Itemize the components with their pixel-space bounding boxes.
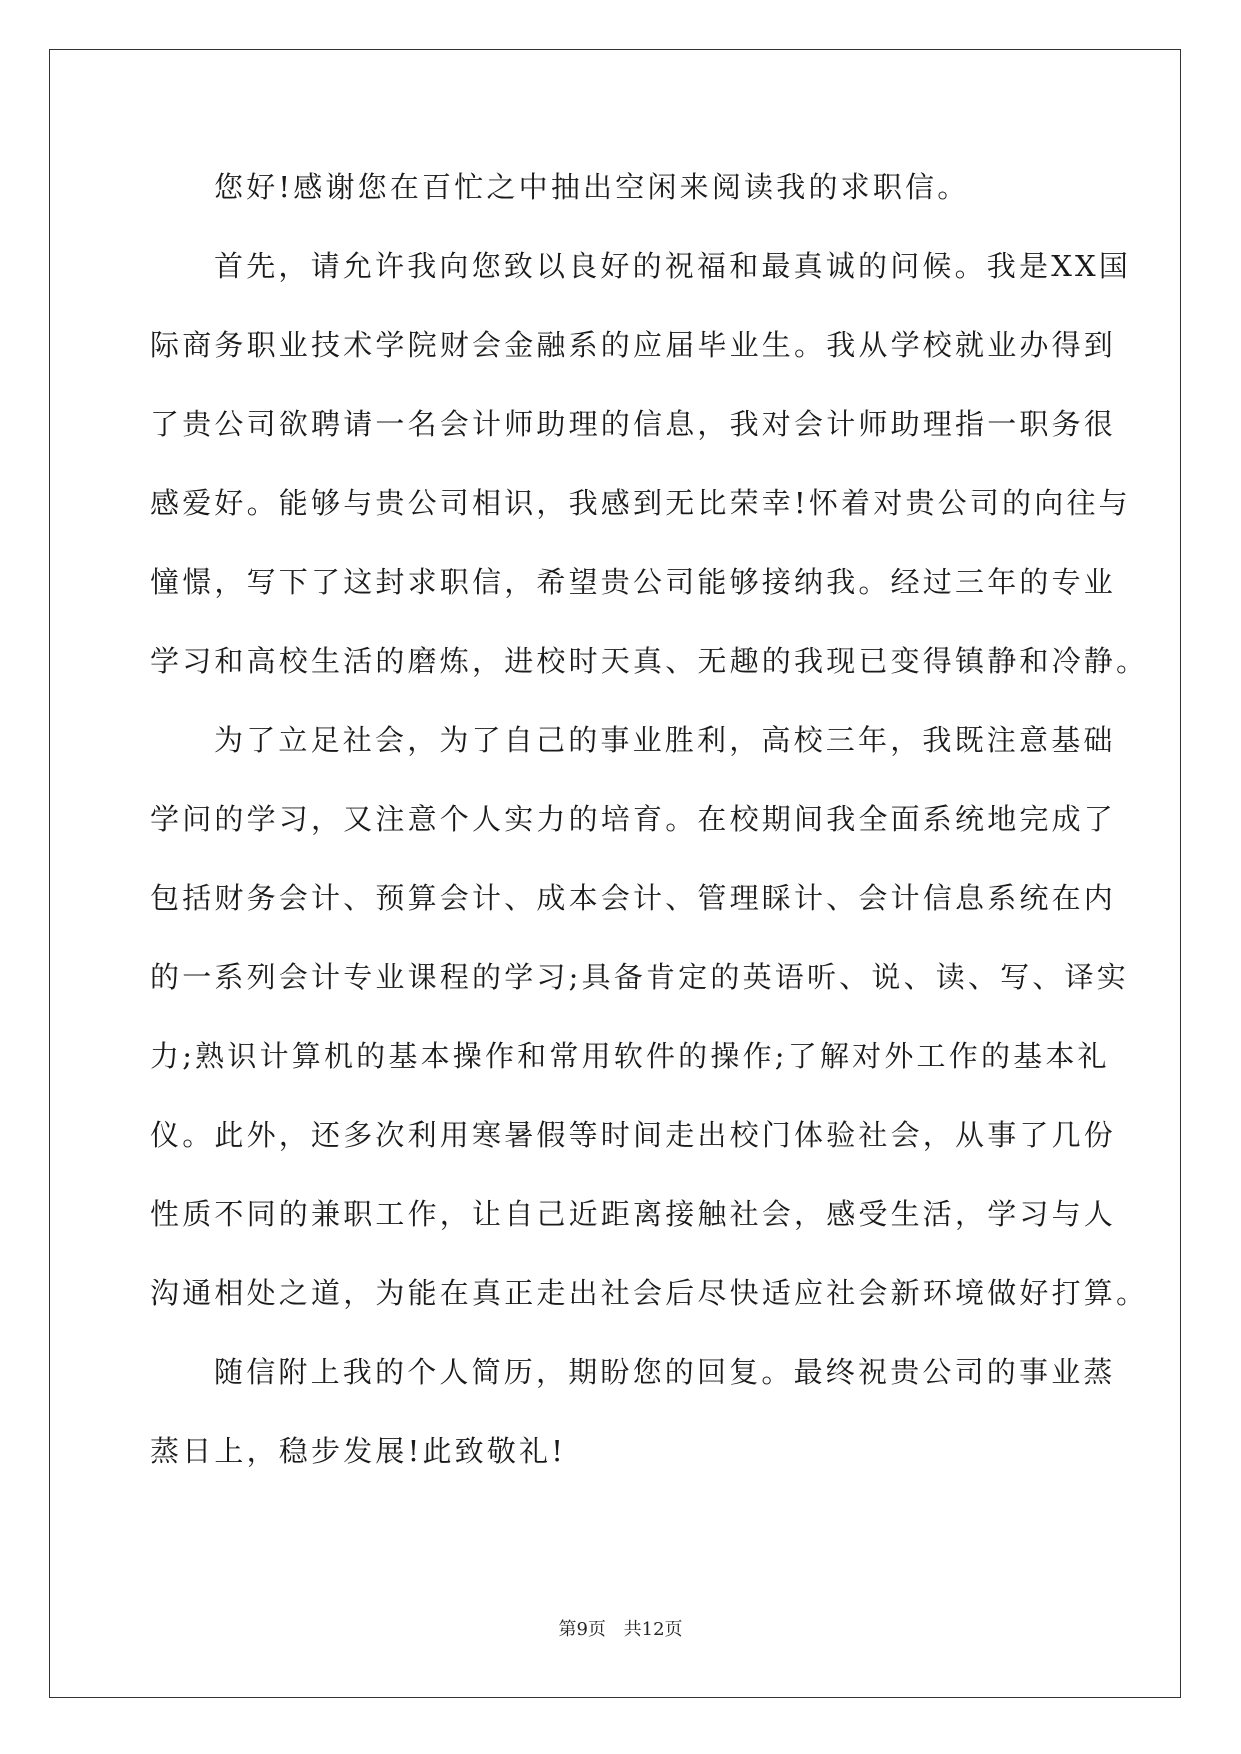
text-line: 际商务职业技术学院财会金融系的应届毕业生。我从学校就业办得到 bbox=[150, 328, 1117, 362]
page-total: 共12页 bbox=[623, 1619, 683, 1640]
text-line: 首先，请允许我向您致以良好的祝福和最真诚的问候。我是XX国 bbox=[214, 249, 1132, 283]
text-line: 沟通相处之道，为能在真正走出社会后尽快适应社会新环境做好打算。 bbox=[150, 1276, 1149, 1310]
text-line: 憧憬，写下了这封求职信，希望贵公司能够接纳我。经过三年的专业 bbox=[150, 565, 1117, 599]
text-line: 性质不同的兼职工作，让自己近距离接触社会，感受生活，学习与人 bbox=[150, 1197, 1117, 1231]
text-line: 随信附上我的个人简历，期盼您的回复。最终祝贵公司的事业蒸 bbox=[214, 1355, 1116, 1389]
text-line: 的一系列会计专业课程的学习;具备肯定的英语听、说、读、写、译实 bbox=[150, 960, 1129, 994]
text-line: 感爱好。能够与贵公司相识，我感到无比荣幸!怀着对贵公司的向往与 bbox=[150, 486, 1131, 520]
text-line: 您好!感谢您在百忙之中抽出空闲来阅读我的求职信。 bbox=[214, 170, 970, 204]
text-line: 力;熟识计算机的基本操作和常用软件的操作;了解对外工作的基本礼 bbox=[150, 1039, 1110, 1073]
text-line: 包括财务会计、预算会计、成本会计、管理睬计、会计信息系统在内 bbox=[150, 881, 1117, 915]
text-line: 学习和高校生活的磨炼，进校时天真、无趣的我现已变得镇静和冷静。 bbox=[150, 644, 1149, 678]
text-line: 了贵公司欲聘请一名会计师助理的信息，我对会计师助理指一职务很 bbox=[150, 407, 1117, 441]
page-number: 第9页 bbox=[558, 1619, 606, 1640]
letter-body bbox=[150, 160, 1149, 1503]
text-line: 蒸日上，稳步发展!此致敬礼! bbox=[150, 1434, 567, 1468]
text-line: 学问的学习，又注意个人实力的培育。在校期间我全面系统地完成了 bbox=[150, 802, 1117, 836]
text-line: 为了立足社会，为了自己的事业胜利，高校三年，我既注意基础 bbox=[214, 723, 1116, 757]
page-footer bbox=[0, 1615, 1241, 1641]
text-line: 仪。此外，还多次利用寒暑假等时间走出校门体验社会，从事了几份 bbox=[150, 1118, 1117, 1152]
